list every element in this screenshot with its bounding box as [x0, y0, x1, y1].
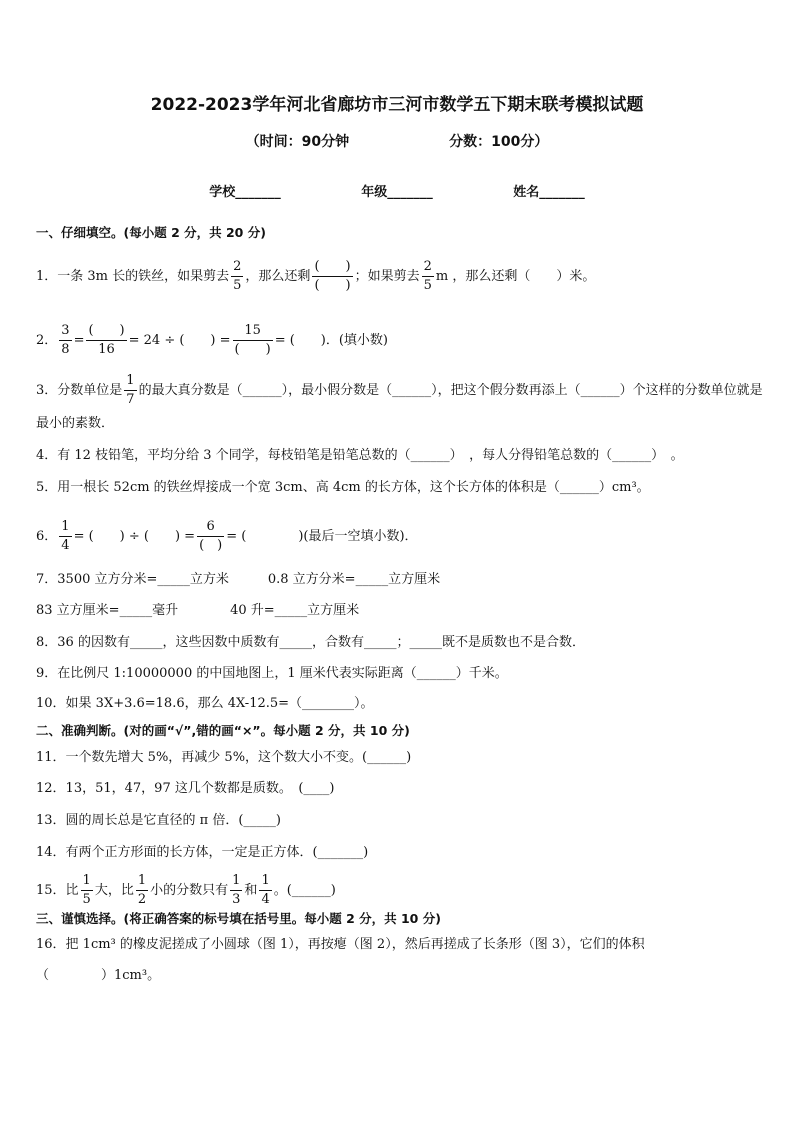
- fraction: $\frac{1}{4}$: [261, 873, 270, 907]
- q1-text: 1．一条 3m 长的铁丝，如果剪去: [36, 269, 230, 284]
- time-limit: （时间：90分钟: [245, 134, 350, 150]
- question-12: 12．13，51，47，97 这几个数都是质数。 (____): [36, 781, 335, 796]
- fraction: $\frac{1}{7}$: [126, 373, 135, 407]
- question-14: 14．有两个正方形面的长方体，一定是正方体．(_______): [36, 845, 369, 860]
- q3-text: 的最大真分数是（______），最小假分数是（______），把这个假分数再添上（______）个这样的分数单位就是最小的素数．: [36, 383, 763, 431]
- total-score: 分数：100分）: [449, 134, 549, 150]
- section-heading-multiple-choice: 三、谨慎选择。(将正确答案的标号填在括号里。每小题 2 分，共 10 分): [36, 911, 441, 926]
- fraction: $\frac{2}{5}$: [423, 259, 432, 293]
- question-2: [36, 322, 764, 359]
- question-8: 8．36 的因数有_____，这些因数中质数有_____，合数有_____；_____既不是质数也不是合数．: [36, 635, 585, 650]
- fraction: $\frac{3}{8}$: [61, 323, 70, 357]
- q3-text: 3．分数单位是: [36, 383, 123, 398]
- q6-text: 6．: [36, 529, 58, 544]
- q2-text: =: [73, 333, 85, 348]
- q15-text: 15．比: [36, 883, 79, 898]
- question-3: [36, 372, 764, 439]
- question-13: 13．圆的周长总是它直径的 π 倍．(_____): [36, 813, 281, 828]
- q6-text: = ( )(最后一空填小数)．: [226, 529, 418, 544]
- q1-text: ；如果剪去: [354, 269, 420, 284]
- fraction-blank[interactable]: $\frac{6}{( )}$: [199, 519, 223, 553]
- question-10: 10．如果 3X+3.6=18.6，那么 4X-12.5=（________）。: [36, 696, 374, 711]
- q15-text: 小的分数只有: [150, 883, 229, 898]
- q15-text: 大，比: [94, 883, 134, 898]
- page-title: 2022-2023学年河北省廊坊市三河市数学五下期末联考模拟试题: [150, 95, 644, 115]
- section-heading-fill-blank: 一、仔细填空。(每小题 2 分，共 20 分): [36, 225, 266, 240]
- name-field[interactable]: 姓名_______: [513, 185, 585, 200]
- fraction: $\frac{2}{5}$: [233, 259, 242, 293]
- question-6: [36, 518, 764, 555]
- grade-field[interactable]: 年级_______: [361, 185, 433, 200]
- question-4: 4．有 12 枝铅笔，平均分给 3 个同学，每枝铅笔是铅笔总数的（______） ，每人分得铅笔总数的（______） 。: [36, 448, 684, 463]
- question-1: [36, 258, 764, 295]
- question-7-line-2: 83 立方厘米=_____毫升 40 升=_____立方厘米: [36, 603, 360, 618]
- question-16-line-1: 16．把 1cm³ 的橡皮泥搓成了小圆球（图 1），再按瘪（图 2），然后再搓成了长条形（图 3），它们的体积: [36, 937, 645, 952]
- question-15: [36, 872, 764, 909]
- question-7-line-1: 7．3500 立方分米=_____立方米 0.8 立方分米=_____立方厘米: [36, 572, 441, 587]
- fraction: $\frac{1}{3}$: [232, 873, 241, 907]
- question-9: 9．在比例尺 1:10000000 的中国地图上，1 厘米代表实际距离（______）千米。: [36, 666, 508, 681]
- question-11: 11．一个数先增大 5%，再减少 5%，这个数大小不变。(______): [36, 750, 412, 765]
- q1-text: ，那么还剩: [245, 269, 311, 284]
- q2-text: = ( )．(填小数): [274, 333, 388, 348]
- student-info: [0, 181, 794, 200]
- school-field[interactable]: 学校_______: [209, 185, 281, 200]
- fraction: $\frac{1}{4}$: [61, 519, 70, 553]
- exam-meta: [0, 131, 794, 151]
- section-heading-true-false: 二、准确判断。(对的画“√”,错的画“×”。每小题 2 分，共 10 分): [36, 723, 410, 738]
- fraction: $\frac{1}{2}$: [137, 873, 147, 907]
- fraction-blank[interactable]: $\frac{( )}{16}$: [88, 323, 125, 357]
- q2-text: 2．: [36, 333, 58, 348]
- question-5: 5．用一根长 52cm 的铁丝焊接成一个宽 3cm、高 4cm 的长方体，这个长方体的体积是（______）cm³。: [36, 480, 650, 495]
- q2-text: = 24 ÷ ( ) =: [128, 333, 231, 348]
- q1-text: m ，那么还剩（ ）米。: [435, 269, 596, 284]
- fraction: $\frac{1}{5}$: [82, 873, 91, 907]
- question-16-line-2: （ ）1cm³。: [36, 968, 161, 983]
- fraction-blank[interactable]: $\frac{( )}{( )}$: [314, 259, 351, 293]
- fraction-blank[interactable]: $\frac{15}{( )}$: [234, 323, 271, 357]
- q15-text: 和: [244, 883, 258, 898]
- q6-text: = ( ) ÷ ( ) =: [73, 529, 196, 544]
- q15-text: 。(______): [273, 883, 336, 898]
